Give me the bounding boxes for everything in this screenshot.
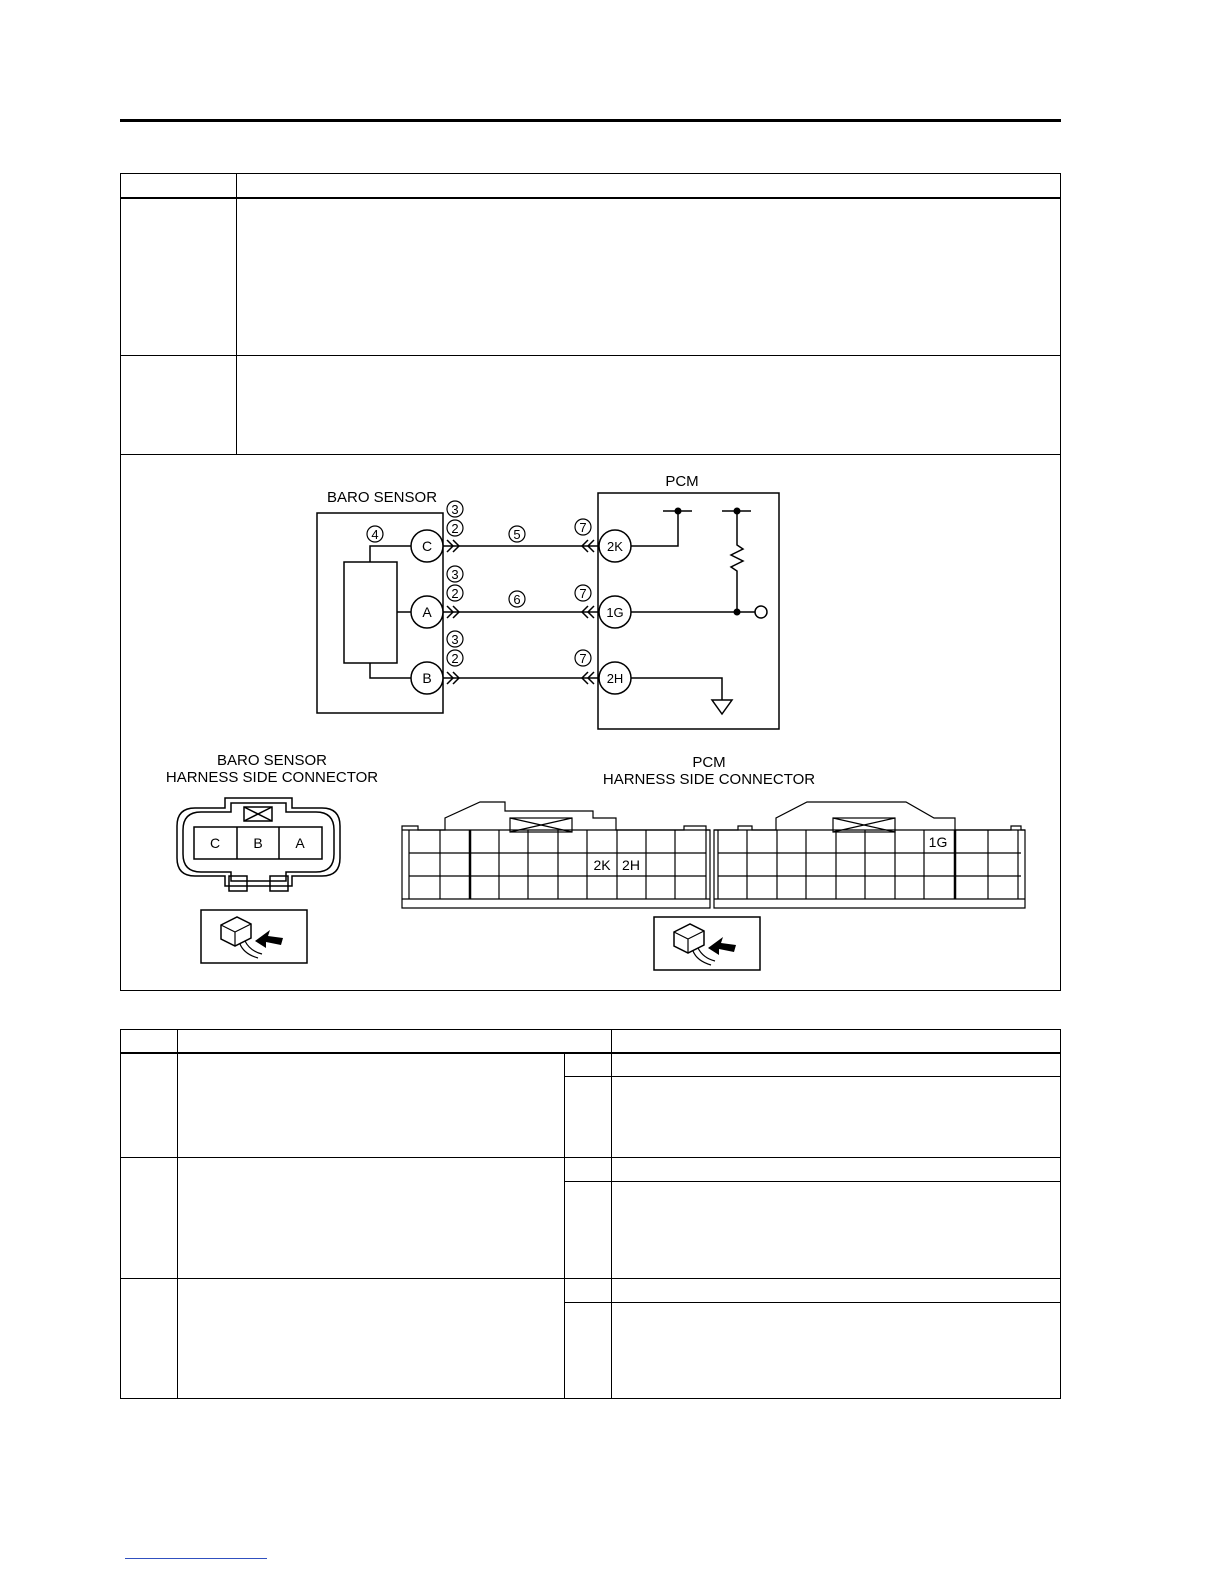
procedure-table-step-divider <box>177 1029 178 1399</box>
step-3-yes-divider <box>564 1302 1061 1303</box>
pcm-pin-2k <box>599 530 631 562</box>
baro-connector-pin-b: B <box>253 835 263 851</box>
step-1-yes-divider <box>564 1076 1061 1077</box>
baro-connector-title-2: HARNESS SIDE CONNECTOR <box>165 769 379 786</box>
sensor-wire-b <box>370 663 411 678</box>
sensor-pin-b-label: B <box>422 670 432 686</box>
pcm-node-1g <box>734 609 741 616</box>
pcm-pin-2h <box>599 662 631 694</box>
resistor-icon <box>731 511 743 612</box>
pcm-connector-left-block <box>402 802 710 908</box>
callout-2-b: 2 <box>451 651 459 666</box>
callout-3-b: 3 <box>451 632 459 647</box>
sensor-pin-c <box>411 530 443 562</box>
pcm-pin-1g <box>599 596 631 628</box>
sensor-element <box>344 562 397 663</box>
procedure-table-header-rule <box>120 1052 1061 1054</box>
callout-3-c: 3 <box>451 502 459 517</box>
pcm-connector-pin-2k: 2K <box>593 857 611 873</box>
baro-connector-pin-a: A <box>295 835 305 851</box>
callout-numbers <box>371 502 586 666</box>
callout-4: 4 <box>371 527 379 542</box>
sensor-pin-b <box>411 662 443 694</box>
pcm-internal-2h <box>631 678 722 700</box>
sensor-pin-a-label: A <box>422 604 432 620</box>
connector-probe-icon <box>201 910 307 963</box>
baro-connector-pin-c: C <box>209 835 221 851</box>
callout-2-a: 2 <box>451 586 459 601</box>
callout-7-2h: 7 <box>579 651 587 666</box>
pcm-pin-2k-label: 2K <box>607 539 623 554</box>
pcm-connector-pin-2h: 2H <box>622 857 640 873</box>
callout-7-1g: 7 <box>579 586 587 601</box>
pcm-connector-title-2: HARNESS SIDE CONNECTOR <box>602 771 816 788</box>
pcm-pin-1g-label: 1G <box>606 605 624 620</box>
procedure-table-yesno-divider <box>564 1053 565 1399</box>
step-2-yes-divider <box>564 1181 1061 1182</box>
pcm-internal-2k <box>631 511 678 546</box>
pcm-label: PCM <box>665 473 699 490</box>
procedure-table-action-divider <box>611 1029 612 1399</box>
sensor-wire-c <box>370 546 411 562</box>
pcm-connector-title-1: PCM <box>692 754 726 771</box>
pcm-node-2k <box>675 508 682 515</box>
sensor-pin-a <box>411 596 443 628</box>
ground-icon <box>712 700 732 714</box>
pcm-connector-right-block <box>714 802 1025 908</box>
footer-link[interactable] <box>125 1558 267 1559</box>
pcm-pin-2h-label: 2H <box>606 671 624 686</box>
baro-connector-title-1: BARO SENSOR <box>216 752 328 769</box>
baro-sensor-label: BARO SENSOR <box>327 489 438 506</box>
pcm-connector-pin-1g: 1G <box>928 834 948 850</box>
connector-probe-icon <box>654 917 760 970</box>
sensor-pin-c-label: C <box>421 538 433 554</box>
callout-2-c: 2 <box>451 521 459 536</box>
callout-3-a: 3 <box>451 567 459 582</box>
step-divider-2 <box>120 1278 1061 1279</box>
callout-5: 5 <box>513 527 521 542</box>
procedure-table <box>120 1029 1061 1399</box>
callout-7-2k: 7 <box>579 520 587 535</box>
step-divider-1 <box>120 1157 1061 1158</box>
pcm-terminal-1g <box>755 606 767 618</box>
callout-6: 6 <box>513 592 521 607</box>
callout-markers <box>367 501 591 666</box>
